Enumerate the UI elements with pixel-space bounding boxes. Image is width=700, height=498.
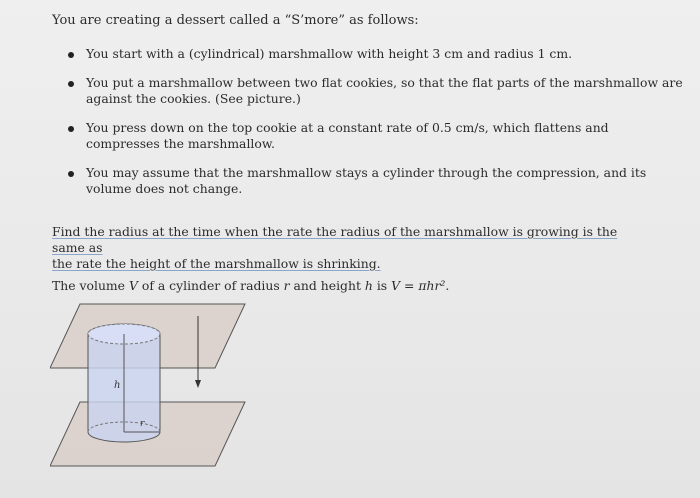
- formula-var: r: [283, 278, 290, 293]
- formula-text: The volume: [52, 278, 126, 293]
- press-arrow-head: [195, 380, 201, 388]
- volume-formula: [52, 278, 449, 294]
- instruction-list: [64, 46, 684, 210]
- formula-text: is: [376, 278, 388, 293]
- list-item: You may assume that the marshmallow stays a cylinder through the compression, and its volume does not change.: [64, 165, 684, 197]
- formula-text: and height: [293, 278, 361, 293]
- formula-var: h: [364, 278, 373, 293]
- question-text: [52, 224, 652, 272]
- list-item: You press down on the top cookie at a constant rate of 0.5 cm/s, which flattens and compresses the marshmallow.: [64, 120, 684, 152]
- formula-var: V: [128, 278, 138, 293]
- formula-text: of a cylinder of radius: [141, 278, 280, 293]
- formula-expression: V = πhr².: [391, 278, 450, 293]
- question-line-2: the rate the height of the marshmallow is shrinking.: [52, 256, 381, 271]
- smore-figure: [50, 298, 250, 478]
- list-item: You put a marshmallow between two flat cookies, so that the flat parts of the marshmallow are against the cookies. (See picture.): [64, 75, 684, 107]
- list-item: You start with a (cylindrical) marshmallow with height 3 cm and radius 1 cm.: [64, 46, 684, 62]
- radius-label: r: [140, 419, 145, 429]
- problem-intro: You are creating a dessert called a “S’more” as follows:: [52, 13, 419, 28]
- question-line-1: Find the radius at the time when the rate the radius of the marshmallow is growing is the same as: [52, 224, 618, 255]
- height-label: h: [114, 380, 121, 391]
